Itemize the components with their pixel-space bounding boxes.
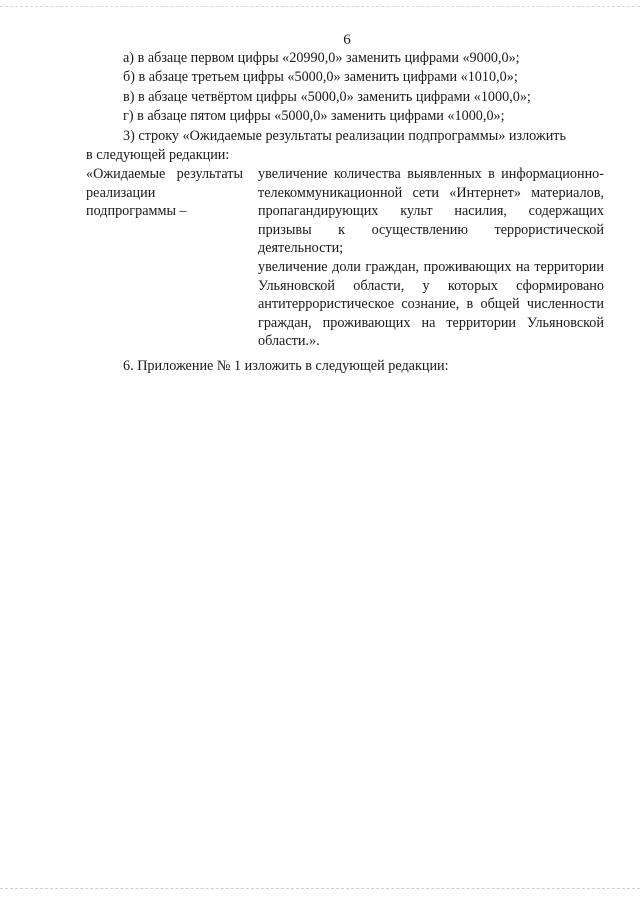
appendix-instruction: 6. Приложение № 1 изложить в следующей редакции: [123,358,449,374]
amendment-d: г) в абзаце пятом цифры «5000,0» заменить цифрами «1000,0»; [123,108,505,125]
item3-first-line: 3) строку «Ожидаемые результаты реализации подпрограммы» изложить [123,127,566,144]
amendment-c: в) в абзаце четвёртом цифры «5000,0» заменить цифрами «1000,0»; [123,88,531,105]
replacement-paragraph: увеличение количества выявленных в информационно-телекоммуникационной сети «Интернет» материалов, пропагандирующих культ насилия, содержащих призывы к осуществлению террористической деятельности; [258,166,604,257]
page-number: 6 [343,32,351,48]
replacement-right-cell [258,165,604,351]
scan-edge-bottom [0,888,640,890]
item3-continuation: в следующей редакции: [86,147,230,164]
amendment-b: б) в абзаце третьем цифры «5000,0» заменить цифрами «1010,0»; [123,69,518,86]
replacement-paragraph: увеличение доли граждан, проживающих на территории Ульяновской области, у которых сформировано антитеррористическое сознание, в общей численности граждан, проживающих на территории Ульяновской области.». [258,258,604,350]
scan-edge-top [0,6,640,8]
amendment-a: а) в абзаце первом цифры «20990,0» заменить цифрами «9000,0»; [123,50,520,66]
replacement-left-cell: «Ожидаемые результаты реализации подпрограммы – [86,166,243,220]
amendments-block [86,49,606,165]
